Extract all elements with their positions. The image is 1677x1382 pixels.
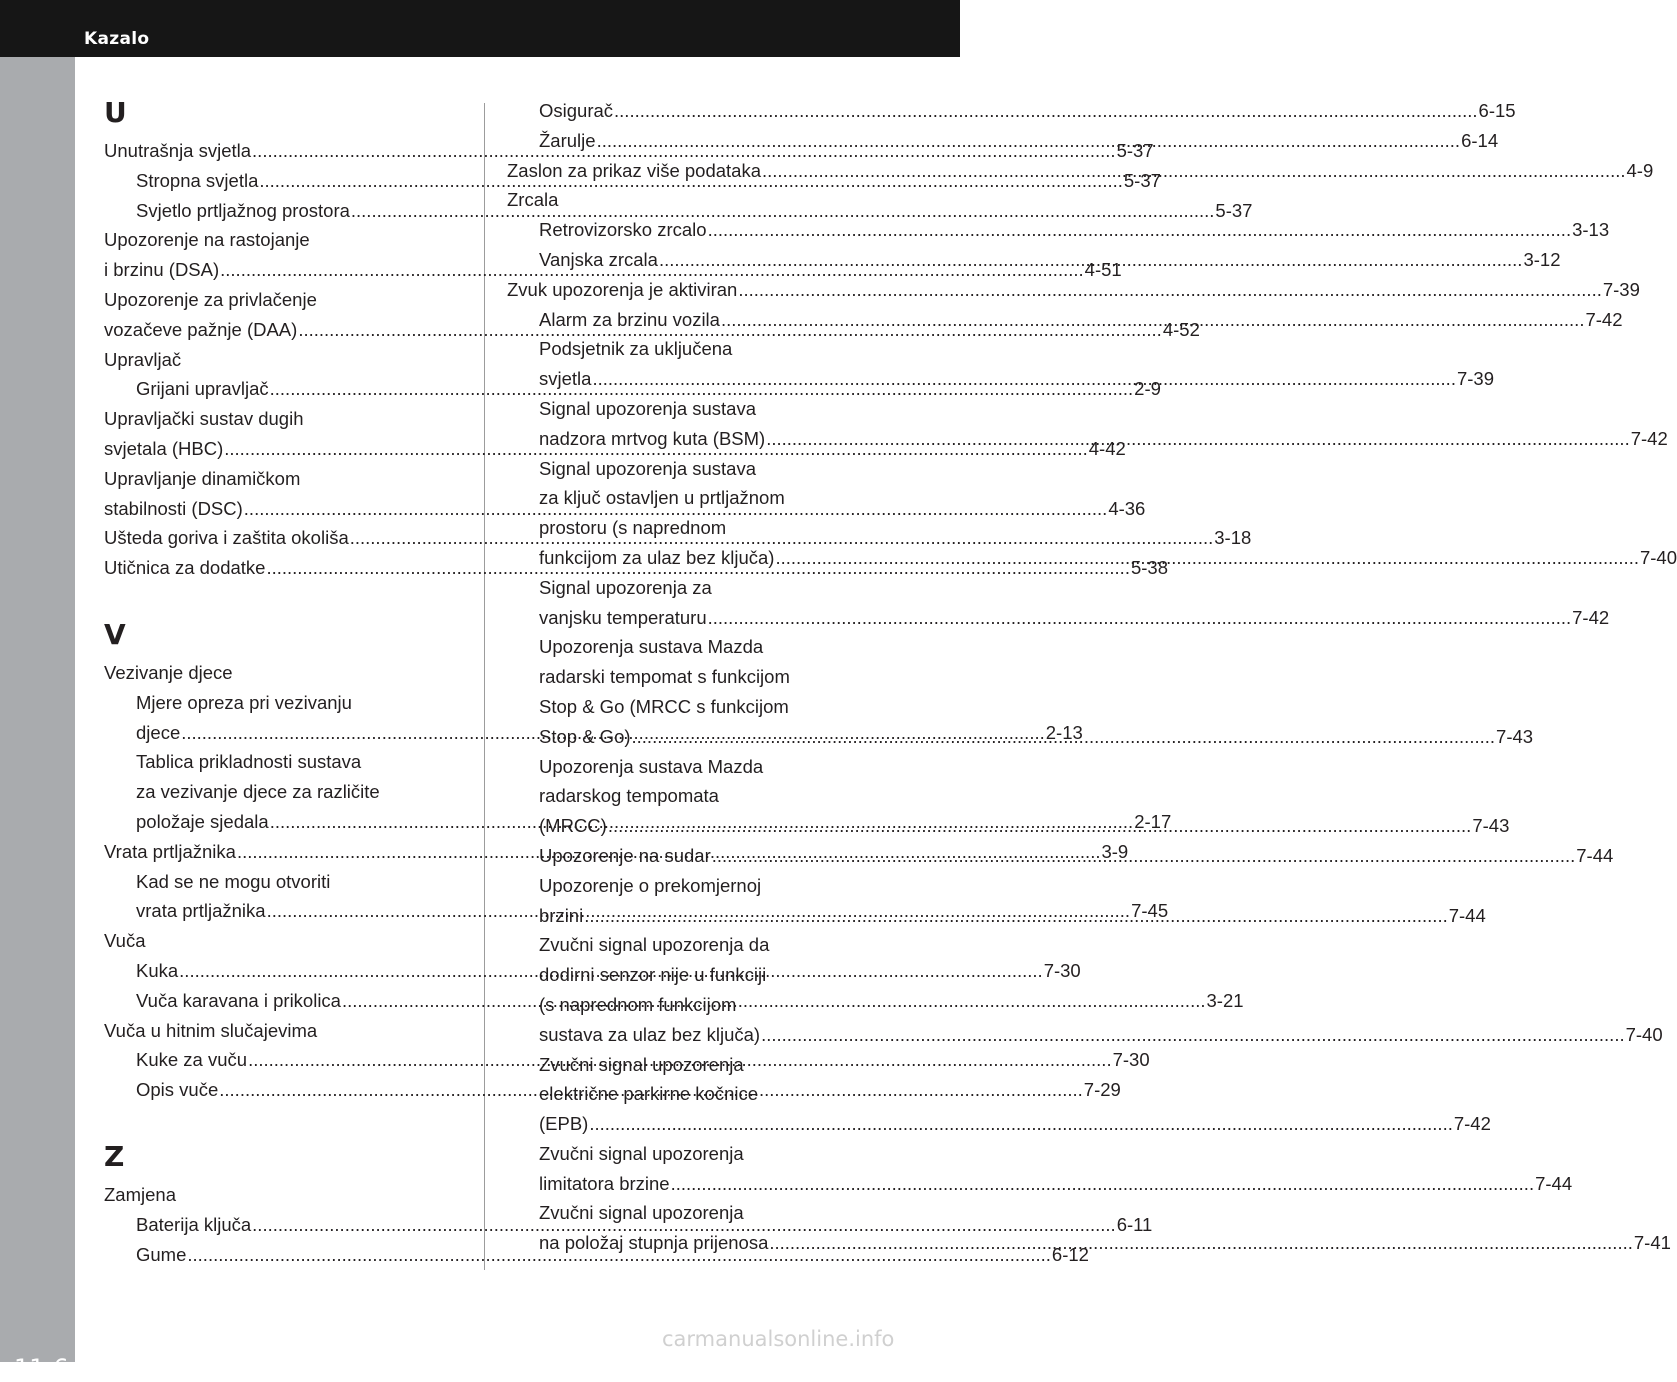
page-reference: 4-42 — [1088, 437, 1126, 459]
entry-line — [539, 632, 863, 662]
entry-line — [539, 960, 863, 990]
page-reference: 7-42 — [1630, 427, 1668, 449]
page-reference: 5-38 — [1130, 557, 1168, 579]
dot-leader — [597, 126, 1461, 156]
entry-text: Signal upozorenja sustava — [539, 457, 757, 479]
index-entry — [104, 1180, 461, 1210]
entry-line — [539, 1050, 863, 1080]
page-number: 11-6 — [14, 1354, 69, 1382]
page-reference: 7-29 — [1083, 1079, 1121, 1101]
entry-text: Gume — [136, 1243, 187, 1265]
entry-text: električne parkirne kočnice — [539, 1083, 759, 1105]
entry-text: Baterija ključa — [136, 1213, 252, 1235]
page-reference: 7-43 — [1496, 725, 1534, 747]
index-letter-heading: U — [104, 96, 127, 129]
entry-text: Stop & Go (MRCC s funkcijom — [539, 695, 789, 717]
dot-leader — [589, 1109, 1453, 1139]
page-reference: 4-51 — [1084, 259, 1122, 281]
page-reference: 3-12 — [1523, 248, 1561, 270]
page-reference: 2-9 — [1134, 378, 1161, 400]
section-gap — [104, 1105, 461, 1140]
watermark: carmanualsonline.info — [662, 1327, 895, 1351]
page-reference: 7-30 — [1043, 959, 1081, 981]
entry-line — [104, 658, 461, 688]
index-entry — [104, 926, 461, 956]
entry-text: vanjsku temperaturu — [539, 606, 707, 628]
page-reference: 6-15 — [1478, 100, 1516, 121]
entry-text: i brzinu (DSA) — [104, 259, 220, 281]
entry-text: stabilnosti (DSC) — [104, 497, 243, 519]
entry-line — [539, 1139, 863, 1169]
entry-line — [539, 990, 863, 1020]
page-reference: 7-42 — [1572, 606, 1610, 628]
entry-text: Kad se ne mogu otvoriti — [136, 870, 331, 892]
entry-text: brzini — [539, 904, 584, 926]
dot-leader — [708, 603, 1572, 633]
page-reference: 2-17 — [1134, 810, 1172, 832]
entry-text: Kuke za vuču — [136, 1049, 248, 1071]
entry-line — [104, 1016, 461, 1046]
entry-line — [539, 871, 863, 901]
entry-text: (s naprednom funkcijom — [539, 993, 737, 1015]
index-subentry — [507, 573, 1610, 633]
page-reference: 6-14 — [1461, 129, 1499, 151]
entry-line — [539, 96, 1516, 126]
entry-line — [104, 464, 461, 494]
entry-text: Vezivanje djece — [104, 661, 233, 683]
entry-text: Stop & Go) — [539, 725, 631, 747]
entry-text: Tablica prikladnosti sustava — [136, 751, 362, 773]
entry-text: Zrcala — [507, 189, 559, 211]
entry-line — [136, 747, 461, 777]
dot-leader — [608, 811, 1472, 841]
entry-text: Opis vuče — [136, 1079, 219, 1101]
page-reference: 7-44 — [1535, 1172, 1573, 1194]
entry-text: Ušteda goriva i zaštita okoliša — [104, 527, 349, 549]
entry-text: Signal upozorenja za — [539, 576, 712, 598]
entry-line — [539, 930, 863, 960]
entry-text: Žarulje — [539, 129, 596, 151]
index-entry — [104, 658, 461, 688]
entry-text: Vuča — [104, 930, 146, 952]
page-reference: 3-13 — [1572, 219, 1610, 241]
page-reference: 4-36 — [1108, 497, 1146, 519]
page-reference: 3-21 — [1206, 989, 1244, 1011]
entry-line — [507, 275, 1640, 305]
entry-text: djece — [136, 721, 181, 743]
page-reference: 7-30 — [1112, 1049, 1150, 1071]
dot-leader — [671, 1169, 1535, 1199]
entry-line — [539, 334, 863, 364]
header-bar — [0, 0, 960, 57]
entry-line — [104, 225, 461, 255]
page-reference: 7-40 — [1639, 546, 1677, 568]
entry-text: dodirni senzor nije u funkciji — [539, 964, 767, 986]
entry-text: Upravljanje dinamičkom — [104, 467, 301, 489]
entry-text: Vrata prtljažnika — [104, 840, 236, 862]
entry-line — [539, 573, 863, 603]
page-reference: 7-44 — [1576, 844, 1614, 866]
entry-line — [104, 285, 461, 315]
entry-line — [539, 603, 1610, 633]
dot-leader — [659, 245, 1523, 275]
dot-leader — [592, 364, 1456, 394]
entry-text: Zaslon za prikaz više podataka — [507, 159, 761, 181]
entry-text: Zvučni signal upozorenja — [539, 1202, 744, 1224]
entry-text: za ključ ostavljen u prtljažnom — [539, 487, 785, 509]
entry-text: Zamjena — [104, 1183, 176, 1205]
page-reference: 5-37 — [1215, 199, 1253, 221]
entry-text: sustava za ulaz bez ključa) — [539, 1023, 761, 1045]
index-entry — [507, 275, 1640, 305]
entry-line — [539, 1020, 1663, 1050]
entry-line — [539, 215, 1610, 245]
entry-line — [539, 692, 863, 722]
entry-text: Zvučni signal upozorenja — [539, 1142, 744, 1164]
entry-text: Upravljač — [104, 348, 182, 370]
dot-leader — [775, 543, 1639, 573]
entry-text: položaje sjedala — [136, 810, 269, 832]
entry-line — [104, 345, 461, 375]
page-reference: 5-37 — [1116, 140, 1154, 161]
dot-leader — [708, 215, 1572, 245]
section-gap — [104, 583, 461, 618]
entry-text: nadzora mrtvog kuta (BSM) — [539, 427, 766, 449]
entry-text: Podsjetnik za uključena — [539, 338, 733, 360]
entry-line — [104, 404, 461, 434]
page-reference: 7-41 — [1633, 1232, 1671, 1254]
page-reference: 6-11 — [1116, 1213, 1153, 1235]
entry-text: za vezivanje djece za različite — [136, 781, 380, 803]
entry-line — [539, 454, 863, 484]
page-reference: 7-40 — [1625, 1023, 1663, 1045]
page-reference: 7-39 — [1602, 278, 1640, 300]
dot-leader — [769, 1228, 1633, 1258]
page-reference: 5-37 — [1123, 169, 1161, 191]
index-subentry — [507, 215, 1610, 245]
entry-line — [539, 662, 863, 692]
entry-text: Upozorenja sustava Mazda — [539, 755, 764, 777]
entry-line — [539, 1079, 863, 1109]
dot-leader — [766, 424, 1630, 454]
entry-text: (MRCC) — [539, 815, 607, 837]
entry-text: svjetla — [539, 368, 592, 390]
page-reference: 7-39 — [1456, 368, 1494, 390]
page-reference: 7-42 — [1585, 308, 1623, 330]
entry-text: Retrovizorsko zrcalo — [539, 219, 707, 241]
entry-line — [539, 513, 863, 543]
entry-text: Upravljački sustav dugih — [104, 408, 304, 430]
page-reference: 4-52 — [1162, 318, 1200, 340]
entry-text: radarskog tempomata — [539, 785, 719, 807]
entry-text: limitatora brzine — [539, 1172, 670, 1194]
dot-leader — [721, 305, 1585, 335]
index-subentry — [507, 96, 1516, 126]
dot-leader — [761, 1020, 1625, 1050]
entry-text: svjetala (HBC) — [104, 437, 224, 459]
entry-text: Osigurač — [539, 100, 614, 121]
page-reference: 7-42 — [1453, 1113, 1491, 1135]
dot-leader — [584, 901, 1448, 931]
entry-text: Utičnica za dodatke — [104, 557, 266, 579]
entry-text: funkcijom za ulaz bez ključa) — [539, 546, 775, 568]
entry-text: Unutrašnja svjetla — [104, 140, 252, 161]
entry-text: Upozorenje o prekomjernoj — [539, 874, 762, 896]
entry-text: Svjetlo prtljažnog prostora — [136, 199, 350, 221]
entry-line — [539, 483, 863, 513]
page-reference: 2-13 — [1045, 721, 1083, 743]
dot-leader — [738, 275, 1602, 305]
entry-text: Vuča karavana i prikolica — [136, 989, 341, 1011]
entry-line — [507, 185, 863, 215]
dot-leader — [712, 841, 1576, 871]
dot-leader — [614, 96, 1478, 126]
index-entry — [104, 345, 461, 375]
entry-text: Zvučni signal upozorenja da — [539, 934, 770, 956]
entry-text: Kuka — [136, 959, 179, 981]
index-letter-heading: Z — [104, 1139, 125, 1173]
section-title: Kazalo — [84, 29, 150, 49]
index-entry — [104, 1016, 461, 1046]
entry-text: Vuča u hitnim slučajevima — [104, 1019, 318, 1041]
index-letter-heading: V — [104, 617, 126, 651]
entry-text: Upozorenje za privlačenje — [104, 288, 317, 310]
entry-line — [539, 1109, 1491, 1139]
entry-line — [539, 1198, 863, 1228]
dot-leader — [632, 722, 1496, 752]
entry-text: vrata prtljažnika — [136, 900, 266, 922]
entry-text: na položaj stupnja prijenosa — [539, 1232, 769, 1254]
entry-line — [539, 1169, 1573, 1199]
page-reference: 4-9 — [1626, 159, 1654, 181]
entry-text: Upozorenje na sudar — [539, 844, 711, 866]
entry-line — [539, 781, 863, 811]
entry-text: Alarm za brzinu vozila — [539, 308, 720, 330]
entry-line — [136, 867, 461, 897]
entry-text: prostoru (s naprednom — [539, 517, 727, 539]
entry-line — [104, 926, 461, 956]
entry-line — [539, 394, 863, 424]
page-reference: 7-45 — [1131, 900, 1169, 922]
entry-text: Mjere opreza pri vezivanju — [136, 691, 352, 713]
entry-text: Zvučni signal upozorenja — [539, 1053, 744, 1075]
index-entry — [507, 185, 863, 215]
entry-line — [539, 752, 863, 782]
entry-text: (EPB) — [539, 1113, 589, 1135]
entry-text: Upozorenja sustava Mazda — [539, 636, 764, 658]
entry-text: Vanjska zrcala — [539, 248, 658, 270]
entry-text: Signal upozorenja sustava — [539, 397, 757, 419]
side-tab — [0, 57, 75, 1382]
entry-line — [104, 1180, 461, 1210]
page-reference: 3-9 — [1101, 840, 1129, 862]
page-reference: 6-12 — [1051, 1243, 1089, 1265]
page-reference: 7-43 — [1472, 815, 1510, 837]
entry-text: Zvuk upozorenja je aktiviran — [507, 278, 738, 300]
page-reference: 3-18 — [1214, 527, 1252, 549]
entry-text: Grijani upravljač — [136, 378, 269, 400]
entry-line — [136, 777, 461, 807]
entry-text: Upozorenje na rastojanje — [104, 229, 310, 251]
entry-text: radarski tempomat s funkcijom — [539, 666, 790, 688]
entry-text: vozačeve pažnje (DAA) — [104, 318, 298, 340]
entry-text: Stropna svjetla — [136, 169, 259, 191]
dot-leader — [762, 156, 1626, 186]
entry-line — [136, 688, 461, 718]
page-reference: 7-44 — [1448, 904, 1486, 926]
index-subentry — [507, 1139, 1573, 1199]
